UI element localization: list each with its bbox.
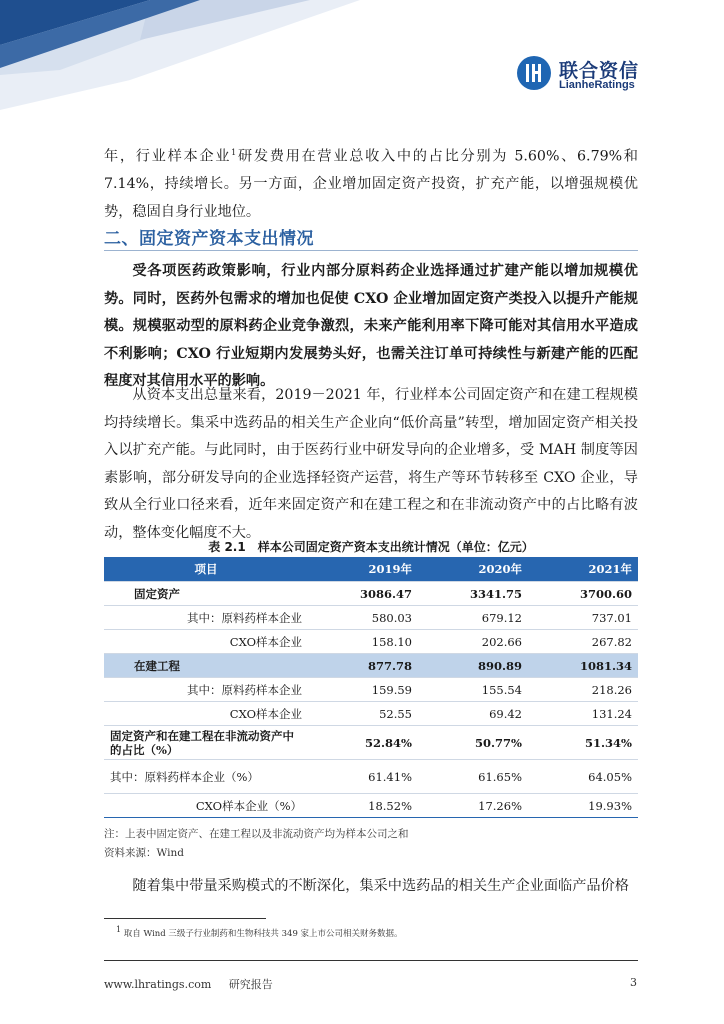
row-label: CXO样本企业 bbox=[104, 702, 308, 726]
table-header-row bbox=[104, 557, 638, 582]
table-row bbox=[104, 794, 638, 818]
capex-table bbox=[104, 557, 638, 818]
table-row bbox=[104, 702, 638, 726]
row-label: CXO样本企业（%） bbox=[104, 794, 308, 818]
cell: 61.65% bbox=[418, 760, 528, 794]
table-row bbox=[104, 760, 638, 794]
cell: 158.10 bbox=[308, 630, 418, 654]
table-caption: 表 2.1 样本公司固定资产资本支出统计情况（单位：亿元） bbox=[208, 540, 534, 554]
cell: 890.89 bbox=[418, 654, 528, 678]
cell: 17.26% bbox=[418, 794, 528, 818]
footnote-divider bbox=[104, 918, 266, 919]
cell: 61.41% bbox=[308, 760, 418, 794]
footnote-ref[interactable]: 1 bbox=[231, 148, 237, 157]
row-label: 固定资产和在建工程在非流动资产中的占比（%） bbox=[104, 726, 308, 760]
cell: 18.52% bbox=[308, 794, 418, 818]
cell: 202.66 bbox=[418, 630, 528, 654]
table-row bbox=[104, 582, 638, 606]
cell: 51.34% bbox=[528, 726, 638, 760]
section-divider bbox=[104, 250, 638, 251]
cell: 159.59 bbox=[308, 678, 418, 702]
cell: 69.42 bbox=[418, 702, 528, 726]
cell: 1081.34 bbox=[528, 654, 638, 678]
lianhe-logo bbox=[517, 56, 687, 96]
cell: 737.01 bbox=[528, 606, 638, 630]
paragraph-summary: 受各项医药政策影响，行业内部分原料药企业选择通过扩建产能以增加规模优势。同时，医药外包需求的增加也促使 CXO 企业增加固定资产类投入以提升产能规模。规模驱动型的原料药企业竞争激烈，未来产能利用率下降可能对其信用水平造成不利影响；CXO 行业短期内发展势头好，也需关注订单可持续性与新建产能的匹配程度对其信用水平的影响。 bbox=[104, 263, 638, 390]
cell: 267.82 bbox=[528, 630, 638, 654]
cell: 3086.47 bbox=[308, 582, 418, 606]
row-label: 在建工程 bbox=[104, 654, 308, 678]
table-source: 资料来源：Wind bbox=[104, 847, 184, 859]
cell: 52.84% bbox=[308, 726, 418, 760]
footer-site-link[interactable]: www.lhratings.com bbox=[104, 978, 212, 991]
section-title: 二、固定资产资本支出情况 bbox=[104, 229, 314, 249]
cell: 877.78 bbox=[308, 654, 418, 678]
paragraph-rd-ratio bbox=[104, 139, 638, 227]
logo-mark-icon bbox=[517, 56, 551, 90]
table-row bbox=[104, 678, 638, 702]
row-label: 其中：原料药样本企业（%） bbox=[104, 760, 308, 794]
paragraph-text: 研发费用在营业总收入中的占比分别为 5.60%、6.79%和 7.14%，持续增长。另一方面，企业增加固定资产投资，扩充产能，以增强规模优势，稳固自身行业地位。 bbox=[104, 148, 638, 220]
row-label: 固定资产 bbox=[104, 582, 308, 606]
footnote-text: 取自 Wind 三级子行业制药和生物科技共 349 家上市公司相关财务数据。 bbox=[123, 928, 403, 939]
cell: 679.12 bbox=[418, 606, 528, 630]
table-header: 项目 bbox=[104, 557, 308, 582]
cell: 218.26 bbox=[528, 678, 638, 702]
table-row bbox=[104, 654, 638, 678]
table-header: 2020年 bbox=[418, 557, 528, 582]
table-header: 2019年 bbox=[308, 557, 418, 582]
table-header: 2021年 bbox=[528, 557, 638, 582]
cell: 50.77% bbox=[418, 726, 528, 760]
table-row bbox=[104, 726, 638, 760]
page-number: 3 bbox=[630, 976, 637, 989]
paragraph-procurement: 随着集中带量采购模式的不断深化，集采中选药品的相关生产企业面临产品价格 bbox=[132, 878, 629, 894]
cell: 64.05% bbox=[528, 760, 638, 794]
cell: 19.93% bbox=[528, 794, 638, 818]
cell: 3341.75 bbox=[418, 582, 528, 606]
row-label: 其中：原料药样本企业 bbox=[104, 606, 308, 630]
cell: 580.03 bbox=[308, 606, 418, 630]
footer-divider bbox=[104, 960, 638, 961]
footer-left bbox=[104, 976, 273, 992]
table-row bbox=[104, 606, 638, 630]
footer-doc-type: 研究报告 bbox=[228, 978, 273, 991]
logo-name-en: LianheRatings bbox=[559, 79, 635, 91]
table-note: 注：上表中固定资产、在建工程以及非流动资产均为样本公司之和 bbox=[104, 828, 409, 840]
cell: 155.54 bbox=[418, 678, 528, 702]
cell: 131.24 bbox=[528, 702, 638, 726]
row-label: CXO样本企业 bbox=[104, 630, 308, 654]
cell: 52.55 bbox=[308, 702, 418, 726]
paragraph-capex: 从资本支出总量来看，2019－2021 年，行业样本公司固定资产和在建工程规模均持续增长。集采中选药品的相关生产企业向“低价高量”转型，增加固定资产相关投入以扩充产能。与此同时，由于医药行业中研发导向的企业增多，受 MAH 制度等因素影响，部分研发导向的企业选择轻资产运营，将生产等环节转移至 CXO 企业，导致从全行业口径来看，近年来固定资产和在建工程之和在非流动资产中的占比略有波动，整体变化幅度不大。 bbox=[104, 387, 638, 541]
paragraph-text: 年，行业样本企业 bbox=[104, 148, 232, 165]
table-row bbox=[104, 630, 638, 654]
logo-name-cn: 联合资信 bbox=[559, 60, 640, 82]
footnote-mark: 1 bbox=[116, 925, 122, 934]
cell: 3700.60 bbox=[528, 582, 638, 606]
footnote bbox=[116, 925, 403, 939]
row-label: 其中：原料药样本企业 bbox=[104, 678, 308, 702]
